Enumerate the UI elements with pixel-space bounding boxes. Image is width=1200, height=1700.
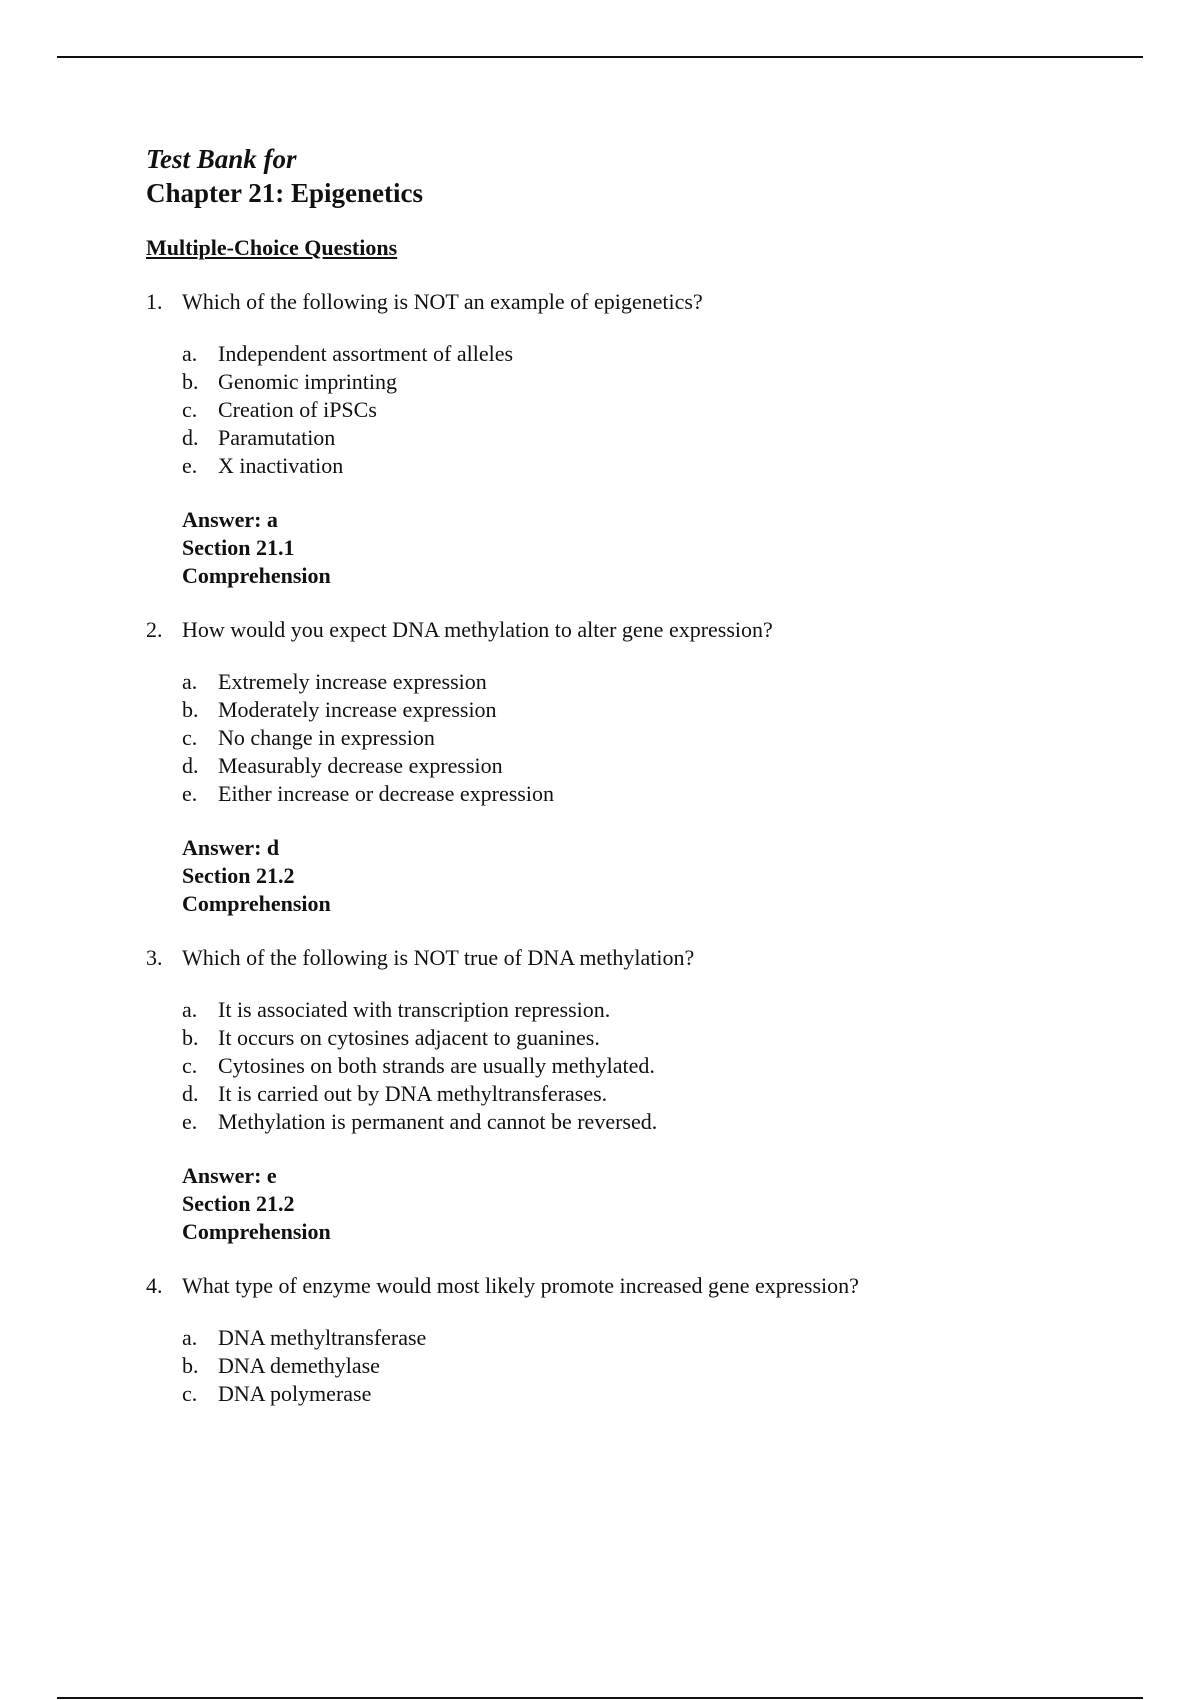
option-c — [182, 1380, 1106, 1408]
question-number: 2. — [146, 617, 163, 642]
option-letter: e. — [182, 781, 198, 806]
option-text: It is associated with transcription repression. — [218, 997, 611, 1022]
bottom-rule — [57, 1697, 1143, 1699]
option-text: Independent assortment of alleles — [218, 341, 514, 366]
option-letter: b. — [182, 697, 199, 722]
option-letter: a. — [182, 669, 198, 694]
option-text: X inactivation — [218, 453, 344, 478]
option-text: DNA polymerase — [218, 1381, 372, 1406]
question-type: Comprehension — [182, 1219, 331, 1244]
option-text: Moderately increase expression — [218, 697, 497, 722]
question-type: Comprehension — [182, 891, 331, 916]
option-text: Cytosines on both strands are usually methylated. — [218, 1053, 655, 1078]
option-c — [182, 1052, 1106, 1080]
option-text: Creation of iPSCs — [218, 397, 377, 422]
option-list — [182, 340, 1106, 480]
option-letter: b. — [182, 369, 199, 394]
question-number: 4. — [146, 1273, 163, 1298]
option-text: Genomic imprinting — [218, 369, 398, 394]
answer-block — [182, 834, 1106, 918]
section-heading: Multiple-Choice Questions — [146, 235, 398, 260]
option-letter: e. — [182, 453, 198, 478]
answer: Answer: d — [182, 835, 280, 860]
answer-block — [182, 1162, 1106, 1246]
option-a — [182, 668, 1106, 696]
option-d — [182, 424, 1106, 452]
option-b — [182, 1024, 1106, 1052]
option-text: Either increase or decrease expression — [218, 781, 554, 806]
option-list — [182, 996, 1106, 1136]
option-text: It occurs on cytosines adjacent to guanines. — [218, 1025, 600, 1050]
option-list — [182, 668, 1106, 808]
question-number: 3. — [146, 945, 163, 970]
option-letter: d. — [182, 425, 199, 450]
option-d — [182, 1080, 1106, 1108]
option-e — [182, 452, 1106, 480]
document-body — [146, 142, 1106, 1408]
option-d — [182, 752, 1106, 780]
question-text: Which of the following is NOT an example of epigenetics? — [182, 289, 703, 314]
chapter-title: Chapter 21: Epigenetics — [146, 178, 423, 208]
option-c — [182, 724, 1106, 752]
option-a — [182, 340, 1106, 368]
option-letter: c. — [182, 1053, 198, 1078]
option-a — [182, 996, 1106, 1024]
question-number: 1. — [146, 289, 163, 314]
option-letter: c. — [182, 725, 198, 750]
answer: Answer: e — [182, 1163, 277, 1188]
option-letter: a. — [182, 997, 198, 1022]
option-e — [182, 780, 1106, 808]
question-3 — [146, 944, 1106, 1246]
section-ref: Section 21.2 — [182, 863, 295, 888]
option-a — [182, 1324, 1106, 1352]
answer-block — [182, 506, 1106, 590]
option-letter: b. — [182, 1353, 199, 1378]
question-4 — [146, 1272, 1106, 1408]
option-b — [182, 368, 1106, 396]
option-letter: a. — [182, 341, 198, 366]
option-text: DNA methyltransferase — [218, 1325, 427, 1350]
question-text: What type of enzyme would most likely promote increased gene expression? — [182, 1273, 859, 1298]
option-list — [182, 1324, 1106, 1408]
title-line-1: Test Bank for — [146, 144, 297, 174]
option-text: No change in expression — [218, 725, 435, 750]
answer: Answer: a — [182, 507, 278, 532]
option-text: Measurably decrease expression — [218, 753, 503, 778]
section-ref: Section 21.2 — [182, 1191, 295, 1216]
option-letter: a. — [182, 1325, 198, 1350]
option-letter: d. — [182, 1081, 199, 1106]
option-letter: d. — [182, 753, 199, 778]
option-b — [182, 1352, 1106, 1380]
option-letter: e. — [182, 1109, 198, 1134]
option-c — [182, 396, 1106, 424]
option-letter: b. — [182, 1025, 199, 1050]
question-2 — [146, 616, 1106, 918]
option-text: DNA demethylase — [218, 1353, 380, 1378]
option-text: It is carried out by DNA methyltransferases. — [218, 1081, 608, 1106]
section-ref: Section 21.1 — [182, 535, 295, 560]
question-text: Which of the following is NOT true of DNA methylation? — [182, 945, 695, 970]
option-letter: c. — [182, 1381, 198, 1406]
option-text: Methylation is permanent and cannot be reversed. — [218, 1109, 658, 1134]
question-1 — [146, 288, 1106, 590]
option-text: Extremely increase expression — [218, 669, 487, 694]
option-b — [182, 696, 1106, 724]
top-rule — [57, 56, 1143, 58]
option-text: Paramutation — [218, 425, 336, 450]
option-e — [182, 1108, 1106, 1136]
question-text: How would you expect DNA methylation to alter gene expression? — [182, 617, 773, 642]
option-letter: c. — [182, 397, 198, 422]
question-type: Comprehension — [182, 563, 331, 588]
